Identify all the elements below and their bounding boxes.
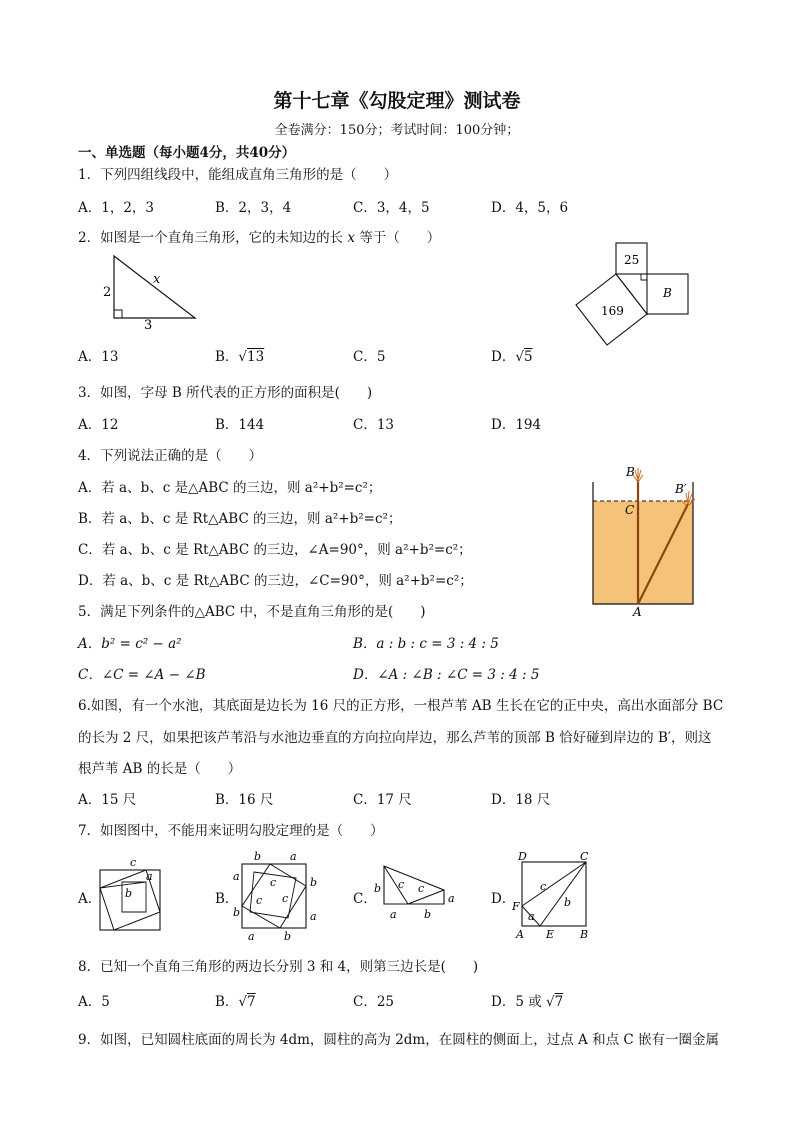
svg-text:c: c	[130, 856, 137, 869]
q5-option-c: C．∠C = ∠A − ∠B	[78, 667, 206, 683]
q2-triangle-figure	[95, 252, 205, 330]
q6-pool-figure	[583, 464, 698, 620]
q1-option-b: B．2，3，4	[215, 200, 292, 216]
q8-option-b: B．√7	[215, 994, 256, 1010]
q4-stem: 4．下列说法正确的是（ ）	[78, 448, 263, 464]
q2-stem-end: 等于（ ）	[359, 230, 441, 246]
q7-figure-b	[230, 850, 320, 942]
svg-text:a: a	[448, 892, 455, 905]
svg-text:c: c	[256, 894, 263, 907]
q2-stem	[78, 229, 440, 247]
q7-option-b: B．	[215, 891, 239, 907]
svg-text:b: b	[374, 882, 382, 895]
svg-text:b: b	[424, 908, 432, 921]
svg-text:C: C	[580, 850, 589, 863]
q3-stem: 3．如图，字母 B 所代表的正方形的面积是( )	[78, 385, 373, 401]
svg-text:B: B	[580, 928, 589, 940]
q3-label-top: 25	[624, 253, 640, 267]
q2-stem-start: 2．如图是一个直角三角形，它的未知边的长	[78, 230, 344, 246]
q8-option-c: C．25	[353, 994, 395, 1010]
q4-option-a: A．若 a、b、c 是△ABC 的三边，则 a²+b²=c²；	[78, 480, 382, 496]
svg-text:c: c	[282, 892, 289, 905]
q8-option-d: D．5 或 √7	[491, 994, 564, 1010]
svg-text:D: D	[518, 850, 527, 863]
q7-option-c: C．	[353, 891, 377, 907]
q2-label-bottom: 3	[144, 318, 153, 330]
q8-stem: 8．已知一个直角三角形的两边长分别 3 和 4，则第三边长是( )	[78, 959, 479, 975]
q2-option-a: A．13	[78, 349, 119, 365]
q3-label-left: 169	[601, 304, 624, 318]
svg-text:A: A	[516, 928, 524, 940]
sqrt-icon: √	[238, 994, 248, 1010]
q8-option-b-radicand: 7	[247, 994, 256, 1010]
q6-label-b-prime: B′	[675, 482, 687, 496]
page-subtitle: 全卷满分：150分；考试时间：100分钟；	[274, 123, 520, 138]
q9-stem: 9．如图，已知圆柱底面的周长为 4dm，圆柱的高为 2dm，在圆柱的侧面上，过点 A 和点 C 嵌有一圈金属	[78, 1032, 719, 1048]
svg-text:a: a	[233, 870, 240, 883]
q2-option-b: B．√13	[215, 349, 265, 365]
q3-squares-figure	[570, 238, 695, 350]
q6-stem-line-3: 根芦苇 AB 的长是（ ）	[78, 761, 242, 777]
q3-option-c: C．13	[353, 417, 395, 433]
svg-text:a: a	[310, 910, 317, 923]
svg-text:b: b	[233, 906, 241, 919]
q6-option-d: D．18 尺	[491, 792, 551, 808]
q2-option-d-radicand: 5	[523, 349, 533, 365]
q2-option-c: C．5	[353, 349, 386, 365]
q5-option-d: D．∠A : ∠B : ∠C = 3 : 4 : 5	[353, 667, 540, 683]
q7-option-d: D．	[491, 891, 516, 907]
q6-label-c: C	[625, 503, 635, 517]
q1-option-c: C．3，4，5	[353, 200, 430, 216]
q4-option-c: C．若 a、b、c 是 Rt△ABC 的三边，∠A=90°，则 a²+b²=c²；	[78, 542, 472, 558]
q7-option-a: A．	[78, 891, 102, 907]
q3-label-right: B	[663, 286, 672, 300]
svg-text:c: c	[540, 880, 547, 893]
q4-option-d: D．若 a、b、c 是 Rt△ABC 的三边，∠C=90°，则 a²+b²=c²；	[78, 573, 473, 589]
svg-text:F: F	[512, 900, 520, 913]
q8-option-a: A．5	[78, 994, 110, 1010]
q2-stem-var: x	[347, 230, 356, 246]
q2-option-d: D．√5	[491, 349, 533, 365]
sqrt-icon: √	[515, 349, 524, 365]
q4-option-b: B．若 a、b、c 是 Rt△ABC 的三边，则 a²+b²=c²；	[78, 511, 402, 527]
svg-text:b: b	[284, 930, 292, 942]
q2-option-b-radicand: 13	[247, 349, 265, 365]
svg-text:a: a	[248, 930, 255, 942]
q6-option-c: C．17 尺	[353, 792, 412, 808]
svg-text:b: b	[125, 887, 133, 900]
q5-option-a: A．b² = c² − a²	[78, 636, 182, 652]
q6-option-b: B．16 尺	[215, 792, 274, 808]
svg-text:a: a	[528, 910, 535, 923]
sqrt-icon: √	[238, 349, 248, 365]
q7-figure-d	[510, 848, 594, 940]
q6-stem-line-2: 的长为 2 尺，如果把该芦苇沿与水池边垂直的方向拉向岸边，那么芦苇的顶部 B 恰好碰到岸边的 B′，则这	[78, 730, 712, 746]
svg-text:b: b	[254, 850, 262, 863]
pool-water	[593, 501, 693, 604]
svg-text:c: c	[270, 876, 277, 889]
q7-figure-c	[372, 862, 462, 926]
q6-label-b: B	[626, 465, 635, 479]
q2-label-hyp: x	[153, 272, 161, 287]
q8-option-d-radicand: 7	[554, 994, 564, 1010]
svg-text:a: a	[290, 850, 297, 863]
q2-label-left: 2	[103, 285, 112, 300]
q1-option-d: D．4，5，6	[491, 200, 569, 216]
q7-stem: 7．如图图中，不能用来证明勾股定理的是（ ）	[78, 823, 384, 839]
q1-option-a: A．1，2，3	[78, 200, 155, 216]
q5-option-b: B．a : b : c = 3 : 4 : 5	[353, 636, 499, 652]
svg-text:c: c	[418, 882, 425, 895]
q1-stem: 1．下列四组线段中，能组成直角三角形的是（ ）	[78, 167, 398, 183]
page-title: 第十七章《勾股定理》测试卷	[273, 90, 521, 112]
svg-text:E: E	[546, 928, 555, 940]
q5-stem: 5．满足下列条件的△ABC 中，不是直角三角形的是( )	[78, 604, 426, 620]
svg-text:b: b	[310, 876, 318, 889]
q3-option-d: D．194	[491, 417, 542, 433]
svg-text:b: b	[564, 896, 572, 909]
q7-figure-a	[96, 856, 166, 934]
q6-option-a: A．15 尺	[78, 792, 137, 808]
q6-stem-line-1: 6.如图，有一个水池，其底面是边长为 16 尺的正方形，一根芦苇 AB 生长在它的正中央，高出水面部分 BC	[78, 698, 724, 714]
svg-text:a: a	[146, 870, 153, 883]
q3-option-a: A．12	[78, 417, 119, 433]
sqrt-icon: √	[546, 994, 555, 1010]
q3-option-b: B．144	[215, 417, 265, 433]
svg-text:a: a	[390, 908, 397, 921]
svg-text:c: c	[398, 878, 405, 891]
section-heading: 一、单选题（每小题4分，共40分）	[78, 145, 296, 161]
q6-label-a: A	[633, 605, 642, 619]
